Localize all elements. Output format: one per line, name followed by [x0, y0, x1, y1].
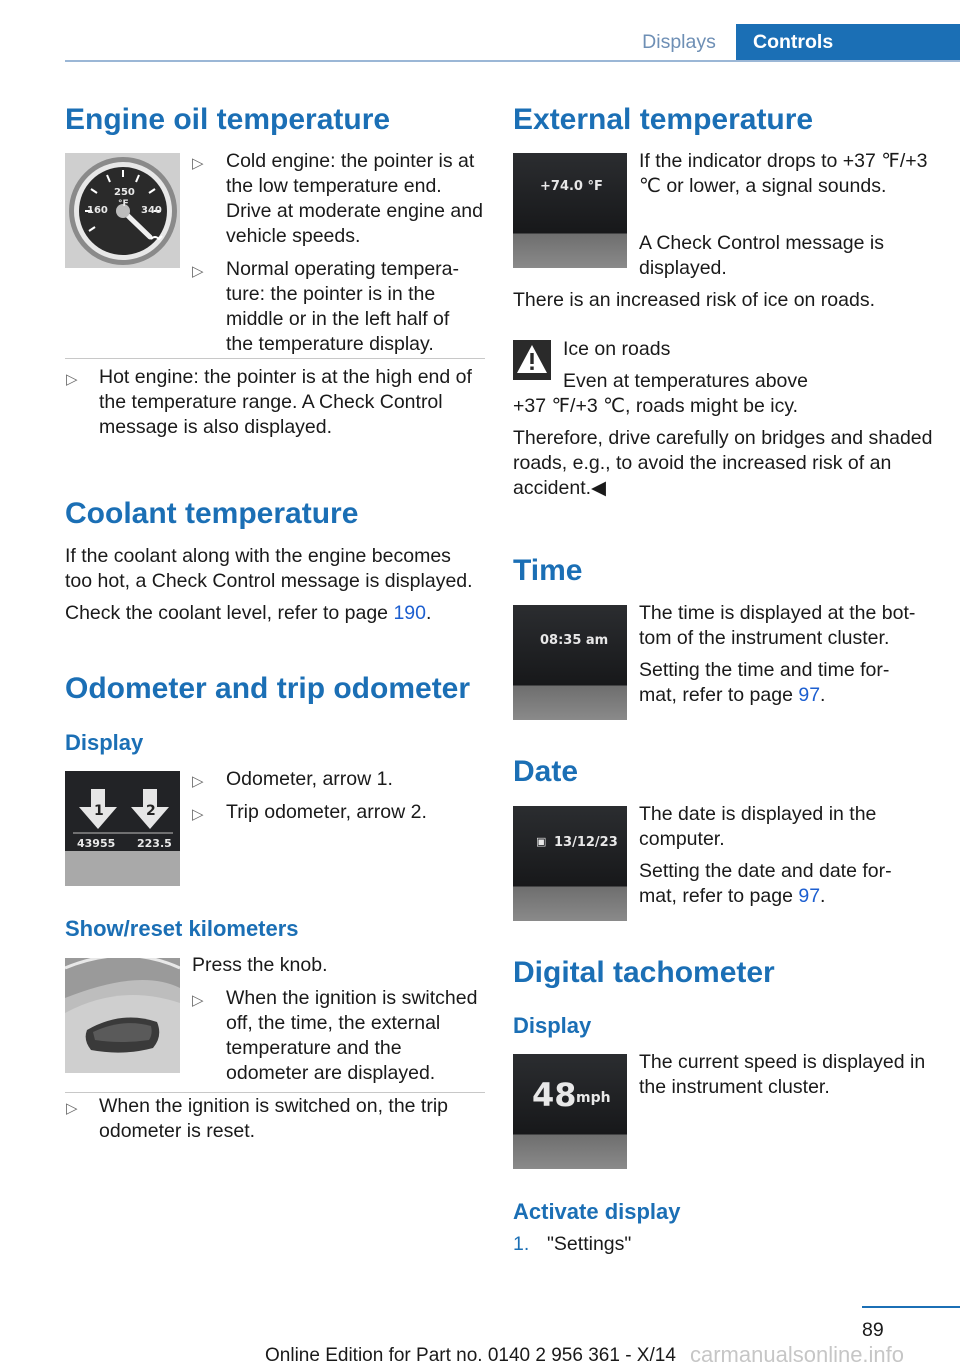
gauge-low-label: 160 [87, 205, 108, 216]
bullet-marker: ▷ [66, 1100, 78, 1117]
page-link-190[interactable]: 190 [393, 602, 426, 624]
warning-line-1: Even at temperatures above [563, 370, 808, 392]
tab-controls[interactable]: Controls [736, 24, 960, 61]
external-para-1: If the indicator drops to +37 ℉/+3 ℃ or lower, a signal sounds. [639, 150, 928, 197]
bullet-marker: ▷ [66, 371, 78, 388]
time-title: Time [513, 554, 583, 587]
footer-rule [862, 1306, 960, 1308]
calendar-icon: ▣ [536, 835, 547, 848]
bullet-marker: ▷ [192, 992, 204, 1009]
speed-value: 48 [532, 1076, 577, 1114]
page-link-97-date[interactable]: 97 [798, 885, 821, 907]
oil-bullet-hot: Hot engine: the pointer is at the high end of the temperature range. A Check Control message is also displayed. [99, 366, 472, 438]
bullet-marker: ▷ [192, 263, 204, 280]
bullet-marker: ▷ [192, 773, 204, 790]
divider [65, 1092, 485, 1093]
date-para-1: The date is displayed in the computer. [639, 803, 877, 850]
arrow-2-label: 2 [146, 803, 156, 819]
tachometer-title: Digital tachometer [513, 956, 775, 989]
gauge-high-label: 340 [141, 205, 162, 216]
warning-para: Therefore, drive carefully on bridges and shaded roads, e.g., to avoid the increased risk of an accident.◀ [513, 427, 933, 499]
speed-unit: mph [576, 1090, 611, 1106]
odo-bullet-2: Trip odometer, arrow 2. [226, 801, 427, 823]
external-temp-image [513, 153, 627, 268]
divider [65, 358, 485, 359]
trip-value: 223.5 [137, 837, 172, 850]
warning-line-2: +37 ℉/+3 ℃, roads might be icy. [513, 395, 799, 417]
warning-icon [513, 340, 551, 380]
external-temp-value: +74.0 °F [540, 179, 603, 194]
oil-bullet-cold: Cold engine: the pointer is at the low temperature end. Drive at moderate engine and vehicle speeds. [226, 150, 483, 247]
page-number: 89 [862, 1319, 884, 1341]
reset-bullet-1: When the ignition is switched off, the time, the external temperature and the odometer are displayed. [226, 987, 478, 1084]
odometer-image [65, 771, 180, 886]
engine-oil-title: Engine oil temperature [65, 103, 391, 136]
step-text: "Settings" [547, 1233, 632, 1255]
speed-image [513, 1054, 627, 1169]
warning-title: Ice on roads [563, 338, 671, 360]
odometer-value: 43955 [77, 837, 116, 850]
step-number: 1. [513, 1233, 530, 1255]
tachometer-display-heading: Display [513, 1013, 592, 1038]
time-para-2: Setting the time and time for‐ mat, refer to page 97. [639, 659, 890, 706]
odometer-display-heading: Display [65, 730, 144, 755]
gauge-unit-label: °F [118, 199, 129, 209]
watermark: carmanualsonline.info [690, 1342, 905, 1367]
tachometer-para: The current speed is displayed in the instrument cluster. [639, 1051, 926, 1098]
odo-bullet-1: Odometer, arrow 1. [226, 768, 393, 790]
bullet-marker: ▷ [192, 806, 204, 823]
show-reset-heading: Show/reset kilometers [65, 916, 299, 941]
reset-bullet-2: When the ignition is switched on, the trip odometer is reset. [99, 1095, 449, 1142]
time-para-1: The time is displayed at the bot‐ tom of the instrument cluster. [639, 602, 916, 649]
date-para-2: Setting the date and date for‐ mat, refer to page 97. [639, 860, 892, 907]
coolant-title: Coolant temperature [65, 497, 359, 530]
knob-image [65, 958, 180, 1073]
coolant-para: If the coolant along with the engine becomes too hot, a Check Control message is displayed. [65, 545, 473, 592]
page-link-97-time[interactable]: 97 [798, 684, 821, 706]
oil-gauge-image [65, 153, 180, 268]
arrow-1-label: 1 [94, 803, 104, 819]
date-title: Date [513, 755, 579, 788]
odometer-title: Odometer and trip odometer [65, 672, 471, 705]
press-knob-text: Press the knob. [192, 954, 328, 976]
gauge-mid-label: 250 [114, 187, 135, 198]
time-image [513, 605, 627, 720]
activate-display-heading: Activate display [513, 1199, 681, 1224]
external-temp-title: External temperature [513, 103, 814, 136]
date-image [513, 806, 627, 921]
edition-text: Online Edition for Part no. 0140 2 956 361 - X/14 [265, 1345, 676, 1366]
header-rule [65, 60, 960, 62]
external-para-3: There is an increased risk of ice on roads. [513, 289, 876, 311]
coolant-level-para: Check the coolant level, refer to page 190. [65, 602, 432, 624]
date-display-value: 13/12/23 [554, 835, 618, 850]
bullet-marker: ▷ [192, 155, 204, 172]
tab-displays[interactable]: Displays [642, 31, 716, 53]
external-para-2: A Check Control message is displayed. [639, 232, 884, 279]
time-display-value: 08:35 am [540, 633, 609, 648]
oil-bullet-normal: Normal operating tempera‐ ture: the pointer is in the middle or in the left half of the temperature display. [226, 258, 460, 355]
